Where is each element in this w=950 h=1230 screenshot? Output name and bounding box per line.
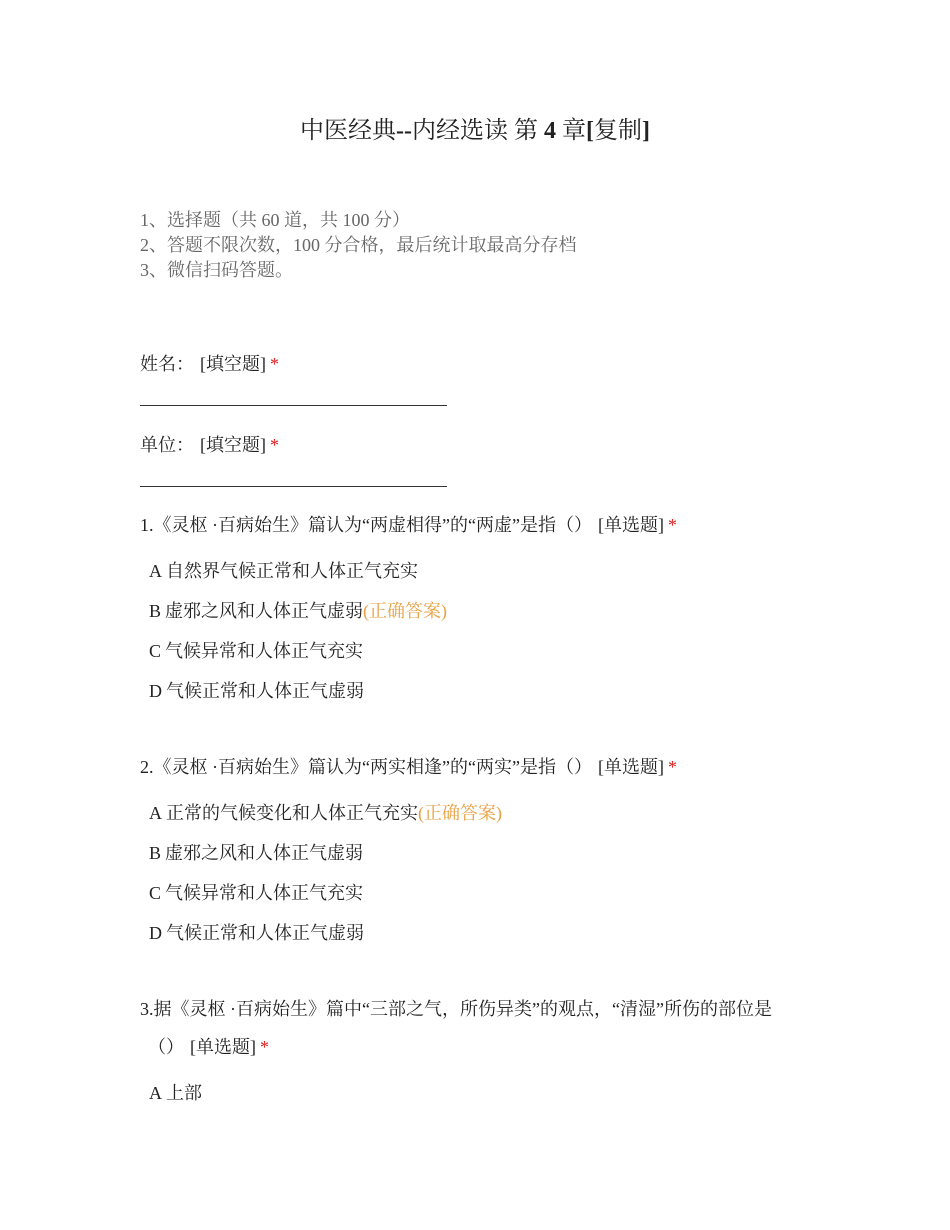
option-letter: A bbox=[149, 561, 162, 581]
question-2-option-b[interactable] bbox=[149, 839, 363, 865]
question-3-title bbox=[140, 995, 772, 1021]
question-text: 1.《灵枢 ·百病始生》篇认为“两虚相得”的“两虚”是指（） bbox=[140, 515, 592, 535]
unit-field-label bbox=[140, 431, 279, 457]
title-bracket-open: [ bbox=[585, 118, 594, 144]
field-label-text: 单位： bbox=[140, 435, 194, 455]
required-mark: * bbox=[260, 1037, 269, 1057]
title-prefix: 中医经典 bbox=[300, 118, 396, 144]
option-text: 自然界气候正常和人体正气充实 bbox=[166, 561, 418, 581]
question-3-option-a[interactable] bbox=[149, 1079, 202, 1105]
field-label-text: 姓名： bbox=[140, 354, 194, 374]
name-field-label bbox=[140, 350, 279, 376]
option-letter: C bbox=[149, 641, 162, 661]
title-chapter: 章 bbox=[561, 118, 586, 144]
question-text-cont: （） bbox=[148, 1037, 184, 1057]
option-text: 上部 bbox=[166, 1083, 202, 1103]
option-letter: C bbox=[149, 883, 162, 903]
question-type-tag: [单选题] bbox=[597, 515, 664, 535]
correct-answer-mark: (正确答案) bbox=[363, 601, 448, 621]
question-text: 2.《灵枢 ·百病始生》篇认为“两实相逢”的“两实”是指（） bbox=[140, 757, 592, 777]
required-mark: * bbox=[667, 757, 677, 777]
title-bracket-close: ] bbox=[641, 118, 650, 144]
question-text: 3.据《灵枢 ·百病始生》篇中“三部之气，所伤异类”的观点，“清湿”所伤的部位是 bbox=[140, 999, 772, 1019]
intro-line: 3、微信扫码答题。 bbox=[140, 260, 293, 280]
question-type-tag: [单选题] bbox=[597, 757, 664, 777]
question-type-tag: [填空题] bbox=[200, 354, 266, 374]
option-letter: B bbox=[149, 843, 162, 863]
question-1-option-d[interactable] bbox=[149, 677, 364, 703]
option-letter: A bbox=[149, 803, 162, 823]
page-title bbox=[0, 110, 950, 145]
intro-block bbox=[140, 208, 577, 283]
question-type-tag: [填空题] bbox=[200, 435, 266, 455]
question-3-title-cont bbox=[148, 1033, 269, 1059]
required-mark: * bbox=[270, 354, 279, 374]
title-mid: 内经选读 第 bbox=[411, 118, 538, 144]
option-letter: D bbox=[149, 681, 162, 701]
question-1-title bbox=[140, 511, 677, 537]
option-text: 虚邪之风和人体正气虚弱 bbox=[165, 843, 364, 863]
question-2-option-d[interactable] bbox=[149, 919, 364, 945]
intro-line: 2、答题不限次数，100 分合格，最后统计取最高分存档 bbox=[140, 235, 577, 255]
required-mark: * bbox=[667, 515, 677, 535]
correct-answer-mark: (正确答案) bbox=[418, 803, 502, 823]
question-1-option-b[interactable] bbox=[149, 597, 447, 623]
question-2-option-c[interactable] bbox=[149, 879, 363, 905]
title-num: 4 bbox=[543, 118, 556, 144]
required-mark: * bbox=[270, 435, 279, 455]
question-1-option-a[interactable] bbox=[149, 557, 418, 583]
question-2-option-a[interactable] bbox=[149, 799, 502, 825]
intro-line: 1、选择题（共 60 道，共 100 分） bbox=[140, 210, 410, 230]
title-copy: 复制 bbox=[593, 118, 642, 144]
unit-input-line[interactable] bbox=[140, 486, 447, 487]
option-letter: D bbox=[149, 923, 162, 943]
option-text: 正常的气候变化和人体正气充实 bbox=[166, 803, 418, 823]
option-letter: A bbox=[149, 1083, 162, 1103]
option-text: 气候异常和人体正气充实 bbox=[165, 641, 364, 661]
question-type-tag: [单选题] bbox=[190, 1037, 256, 1057]
option-text: 虚邪之风和人体正气虚弱 bbox=[165, 601, 364, 621]
option-letter: B bbox=[149, 601, 162, 621]
question-1-option-c[interactable] bbox=[149, 637, 363, 663]
title-dash: -- bbox=[396, 118, 412, 144]
option-text: 气候正常和人体正气虚弱 bbox=[166, 681, 364, 701]
option-text: 气候正常和人体正气虚弱 bbox=[166, 923, 364, 943]
option-text: 气候异常和人体正气充实 bbox=[165, 883, 364, 903]
question-2-title bbox=[140, 753, 677, 779]
name-input-line[interactable] bbox=[140, 405, 447, 406]
